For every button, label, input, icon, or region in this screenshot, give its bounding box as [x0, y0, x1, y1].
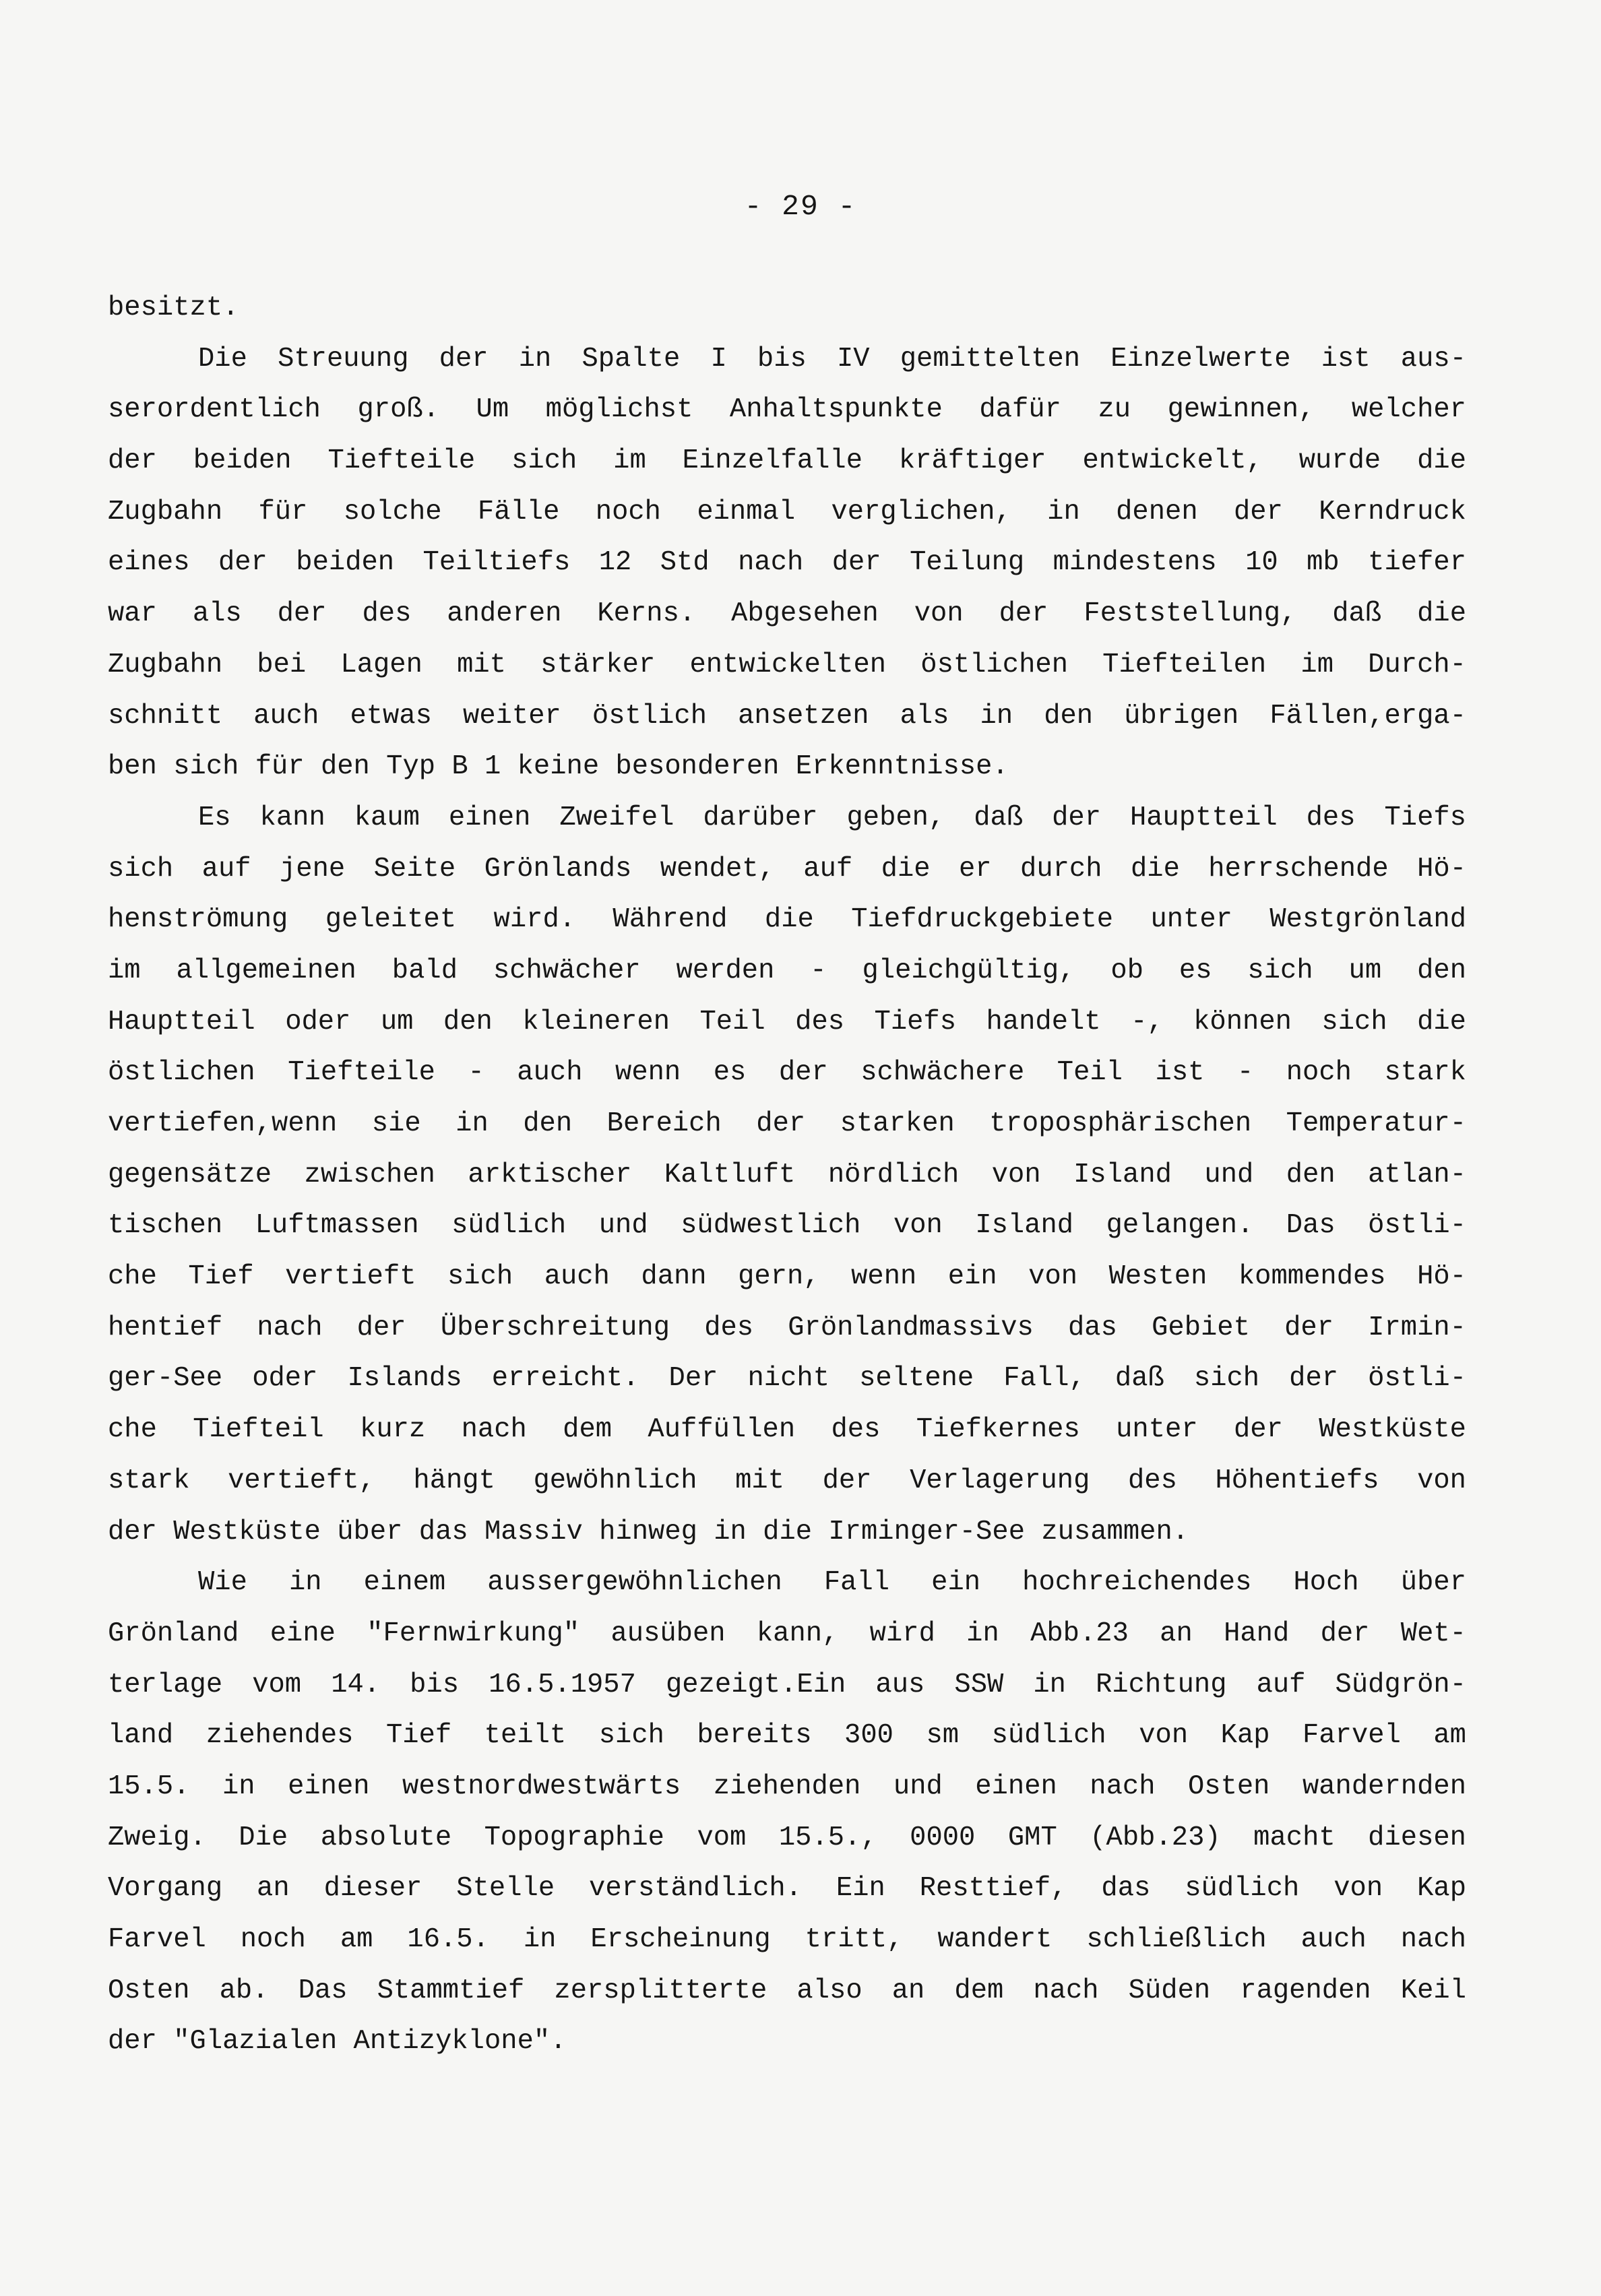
text-line: Zweig. Die absolute Topographie vom 15.5., 0000 GMT (Abb.23) macht diesen — [108, 1822, 1466, 1853]
text-line: Zugbahn für solche Fälle noch einmal verglichen, in denen der Kerndruck — [108, 496, 1466, 528]
text-line: Es kann kaum einen Zweifel darüber geben, daß der Hauptteil des Tiefs — [198, 802, 1466, 833]
text-line: eines der beiden Teiltiefs 12 Std nach der Teilung mindestens 10 mb tiefer — [108, 547, 1466, 579]
text-line: stark vertieft, hängt gewöhnlich mit der Verlagerung des Höhentiefs von — [108, 1465, 1466, 1496]
text-line: 15.5. in einen westnordwestwärts ziehenden und einen nach Osten wandernden — [108, 1771, 1466, 1802]
text-line: hentief nach der Überschreitung des Grönlandmassivs das Gebiet der Irmin- — [108, 1312, 1466, 1343]
text-line: gegensätze zwischen arktischer Kaltluft nördlich von Island und den atlan- — [108, 1159, 1466, 1190]
text-line: der beiden Tiefteile sich im Einzelfalle kräftiger entwickelt, wurde die — [108, 445, 1466, 477]
text-line: sich auf jene Seite Grönlands wendet, auf die er durch die herrschende Hö- — [108, 853, 1466, 885]
text-line: der Westküste über das Massiv hinweg in die Irminger-See zusammen. — [108, 1516, 1189, 1548]
text-line: che Tief vertieft sich auch dann gern, wenn ein von Westen kommendes Hö- — [108, 1261, 1466, 1293]
text-line: Grönland eine "Fernwirkung" ausüben kann, wird in Abb.23 an Hand der Wet- — [108, 1618, 1466, 1649]
text-line: ger-See oder Islands erreicht. Der nicht seltene Fall, daß sich der östli- — [108, 1363, 1466, 1395]
text-line: henströmung geleitet wird. Während die Tiefdruckgebiete unter Westgrönland — [108, 904, 1466, 936]
text-line: der "Glazialen Antizyklone". — [108, 2026, 567, 2058]
text-line: Vorgang an dieser Stelle verständlich. Ein Resttief, das südlich von Kap — [108, 1873, 1466, 1905]
page-number: - 29 - — [744, 190, 857, 223]
text-line: vertiefen,wenn sie in den Bereich der starken troposphärischen Temperatur- — [108, 1108, 1466, 1139]
text-line: serordentlich groß. Um möglichst Anhaltspunkte dafür zu gewinnen, welcher — [108, 394, 1466, 426]
text-line: land ziehendes Tief teilt sich bereits 300 sm südlich von Kap Farvel am — [108, 1720, 1466, 1752]
text-line: Zugbahn bei Lagen mit stärker entwickelten östlichen Tiefteilen im Durch- — [108, 649, 1466, 680]
body-text — [108, 283, 1466, 2068]
text-line: ben sich für den Typ B 1 keine besonderen Erkenntnisse. — [108, 751, 1009, 783]
text-line: besitzt. — [108, 292, 239, 323]
text-line: Wie in einem aussergewöhnlichen Fall ein hochreichendes Hoch über — [198, 1567, 1466, 1599]
text-line: tischen Luftmassen südlich und südwestlich von Island gelangen. Das östli- — [108, 1210, 1466, 1242]
text-line: terlage vom 14. bis 16.5.1957 gezeigt.Ein aus SSW in Richtung auf Südgrön- — [108, 1669, 1466, 1700]
text-line: schnitt auch etwas weiter östlich ansetzen als in den übrigen Fällen,erga- — [108, 700, 1466, 732]
text-line: Farvel noch am 16.5. in Erscheinung tritt, wandert schließlich auch nach — [108, 1924, 1466, 1955]
text-line: östlichen Tiefteile - auch wenn es der schwächere Teil ist - noch stark — [108, 1057, 1466, 1089]
text-line: Osten ab. Das Stammtief zersplitterte also an dem nach Süden ragenden Keil — [108, 1975, 1466, 2006]
text-line: war als der des anderen Kerns. Abgesehen von der Feststellung, daß die — [108, 598, 1466, 630]
text-line: Die Streuung der in Spalte I bis IV gemittelten Einzelwerte ist aus- — [198, 343, 1466, 375]
text-line: che Tiefteil kurz nach dem Auffüllen des Tiefkernes unter der Westküste — [108, 1414, 1466, 1446]
text-line: im allgemeinen bald schwächer werden - gleichgültig, ob es sich um den — [108, 955, 1466, 986]
text-line: Hauptteil oder um den kleineren Teil des Tiefs handelt -, können sich die — [108, 1006, 1466, 1038]
